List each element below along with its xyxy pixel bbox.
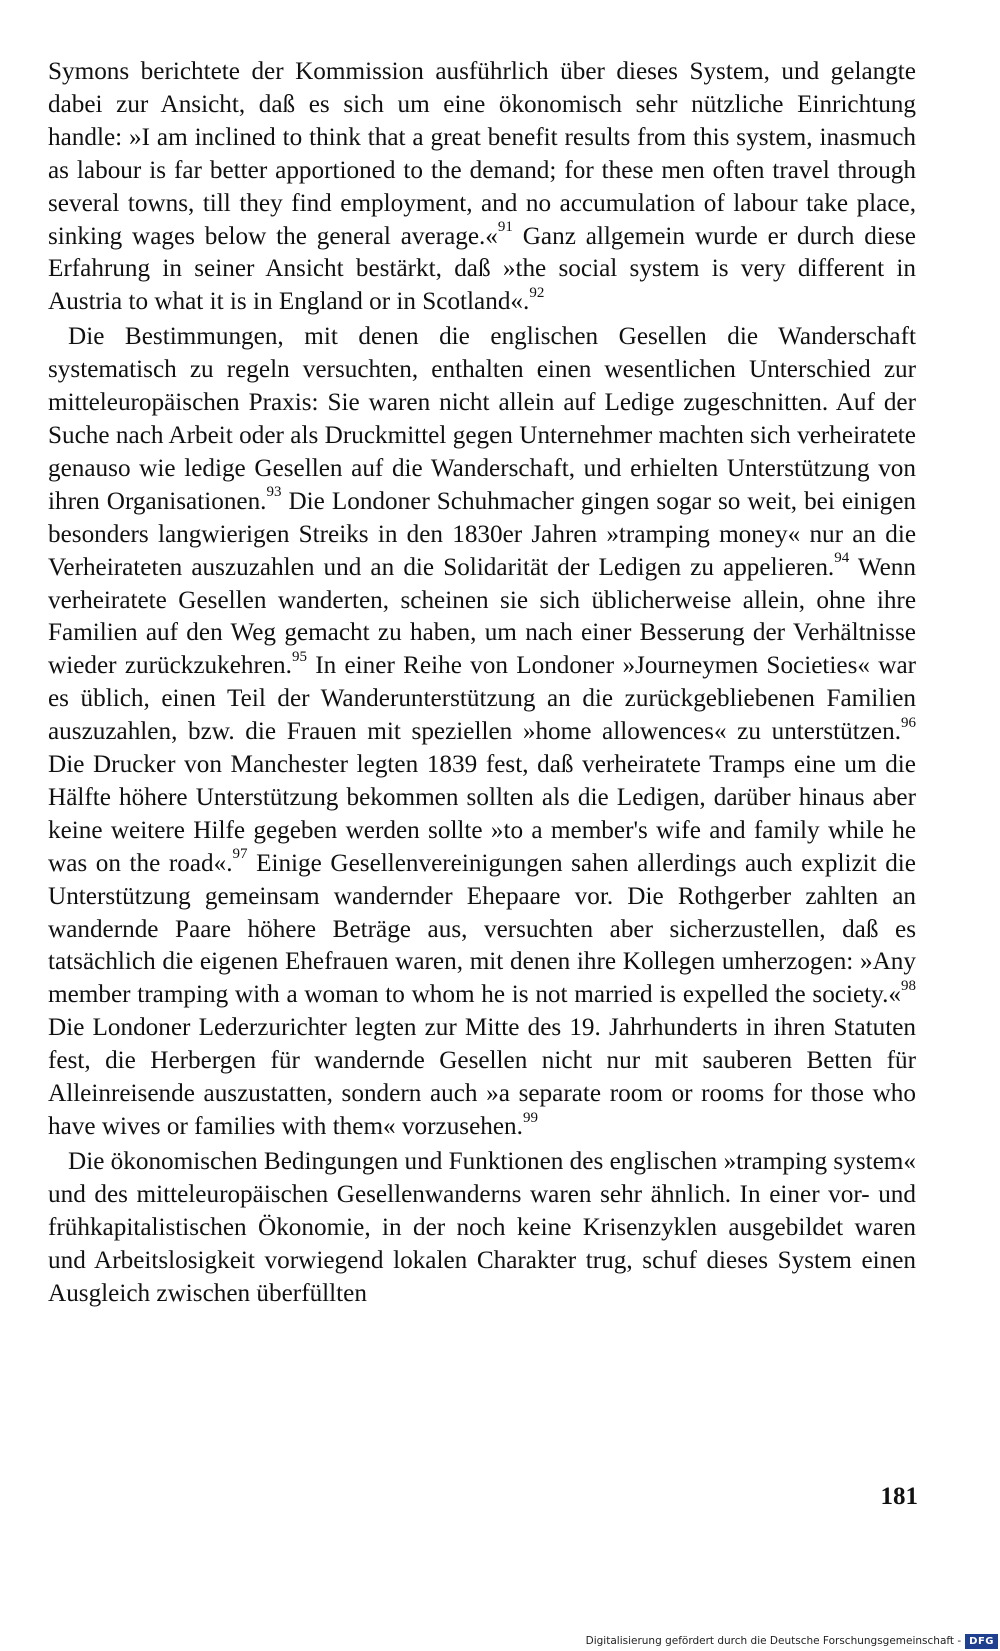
- paragraph-text: Die Londoner Schuhmacher gingen sogar so weit, bei einigen besonders langwierigen Streiks in den 1830er Jahren »tramping money« nur an die Verheirateten auszuzahlen und an die Solidarität der Ledigen zu appelieren.: [48, 487, 916, 581]
- paragraph-3: [48, 1146, 916, 1311]
- page-number: 181: [880, 1483, 918, 1510]
- footnote-reference: 95: [291, 648, 307, 665]
- paragraph-text: Wenn verheiratete Gesellen wanderten, scheinen sie sich üblicherweise allein, ohne ihre Familien auf den Weg gemacht zu haben, um nach einer Besserung der Verhältnisse wieder zurückzukehren.: [48, 553, 916, 680]
- footnote-reference: 99: [522, 1109, 538, 1126]
- paragraph-text: Die Londoner Lederzurichter legten zur Mitte des 19. Jahrhunderts in ihren Statuten fest, die Herbergen für wandernde Gesellen nicht nur mit sauberen Betten für Alleinreisende auszustatten, sondern auch »a separate room or rooms for those who have wives or families with them« vorzusehen.: [48, 1014, 916, 1140]
- paragraph-text: Die ökonomischen Bedingungen und Funktionen des englischen »tramping system« und des mitteleuropäischen Gesellenwanderns waren sehr ähnlich. In einer vor- und frühkapitalistischen Ökonomie, in der noch keine Krisenzyklen ausgebildet waren und Arbeitslosigkeit vorwiegend lokalen Charakter trug, schuf dieses System einen Ausgleich zwischen überfüllten: [48, 1147, 916, 1307]
- paragraph-text: Ganz allgemein wurde er durch diese Erfahrung in seiner Ansicht bestärkt, daß »the social system is very different in Austria to what it is in England or in Scotland«.: [48, 222, 916, 316]
- paragraph-text: Symons berichtete der Kommission ausführlich über dieses System, und gelangte dabei zur Ansicht, daß es sich um eine ökonomisch sehr nützliche Einrichtung handle: »I am inclined to think that a great benefit results from this system, inasmuch as labour is far better apportioned to the demand; for these men often travel through several towns, till they find employment, and no accumulation of labour take place, sinking wages below the general average.«: [48, 58, 916, 250]
- footnote-reference: 91: [497, 219, 513, 236]
- footnote-reference: 93: [266, 484, 282, 501]
- paragraph-text: Die Drucker von Manchester legten 1839 fest, daß verheiratete Tramps eine um die Hälfte höhere Unterstützung bekommen sollten als die Ledigen, darüber hinaus aber keine weitere Hilfe gegeben werden sollte »to a member's wife and family while he was on the road«.: [48, 751, 916, 877]
- book-page-body: [48, 56, 916, 1310]
- footnote-reference: 97: [232, 846, 248, 863]
- paragraph-text: In einer Reihe von Londoner »Journeymen Societies« war es üblich, einen Teil der Wanderunterstützung an die zurückgebliebenen Familien auszuzahlen, bzw. die Frauen mit speziellen »home allowences« zu unterstützen.: [48, 652, 917, 746]
- dfg-logo-icon: DFG: [965, 1634, 998, 1649]
- footnote-reference: 92: [529, 284, 545, 301]
- paragraph-text: Die Bestimmungen, mit denen die englischen Gesellen die Wanderschaft systematisch zu regeln versuchten, enthalten einen wesentlichen Unterschied zur mitteleuropäischen Praxis: Sie waren nicht allein auf Ledige zugeschnitten. Auf der Suche nach Arbeit oder als Druckmittel gegen Unternehmer machten sich verheiratete genauso wie ledige Gesellen auf die Wanderschaft, und erhielten Unterstützung von ihren Organisationen.: [48, 323, 916, 515]
- footnote-reference: 94: [834, 550, 850, 567]
- paragraph-2: [48, 321, 916, 1144]
- paragraph-1: [48, 56, 916, 319]
- paragraph-text: Einige Gesellenvereinigungen sahen allerdings auch explizit die Unterstützung gemeinsam wandernder Ehepaare vor. Die Rothgerber zahlten an wandernde Paare höhere Beträge aus, versuchten aber sicherzustellen, daß es tatsächlich die eigenen Ehefrauen waren, mit denen ihre Kollegen umherzogen: »Any member tramping with a woman to whom he is not married is expelled the society.«: [48, 849, 916, 1009]
- footnote-reference: 96: [901, 714, 916, 731]
- footer-credit-text: Digitalisierung gefördert durch die Deutsche Forschungsgemeinschaft -: [585, 1635, 962, 1647]
- digitization-footer: [586, 1631, 1000, 1651]
- footnote-reference: 98: [901, 977, 916, 994]
